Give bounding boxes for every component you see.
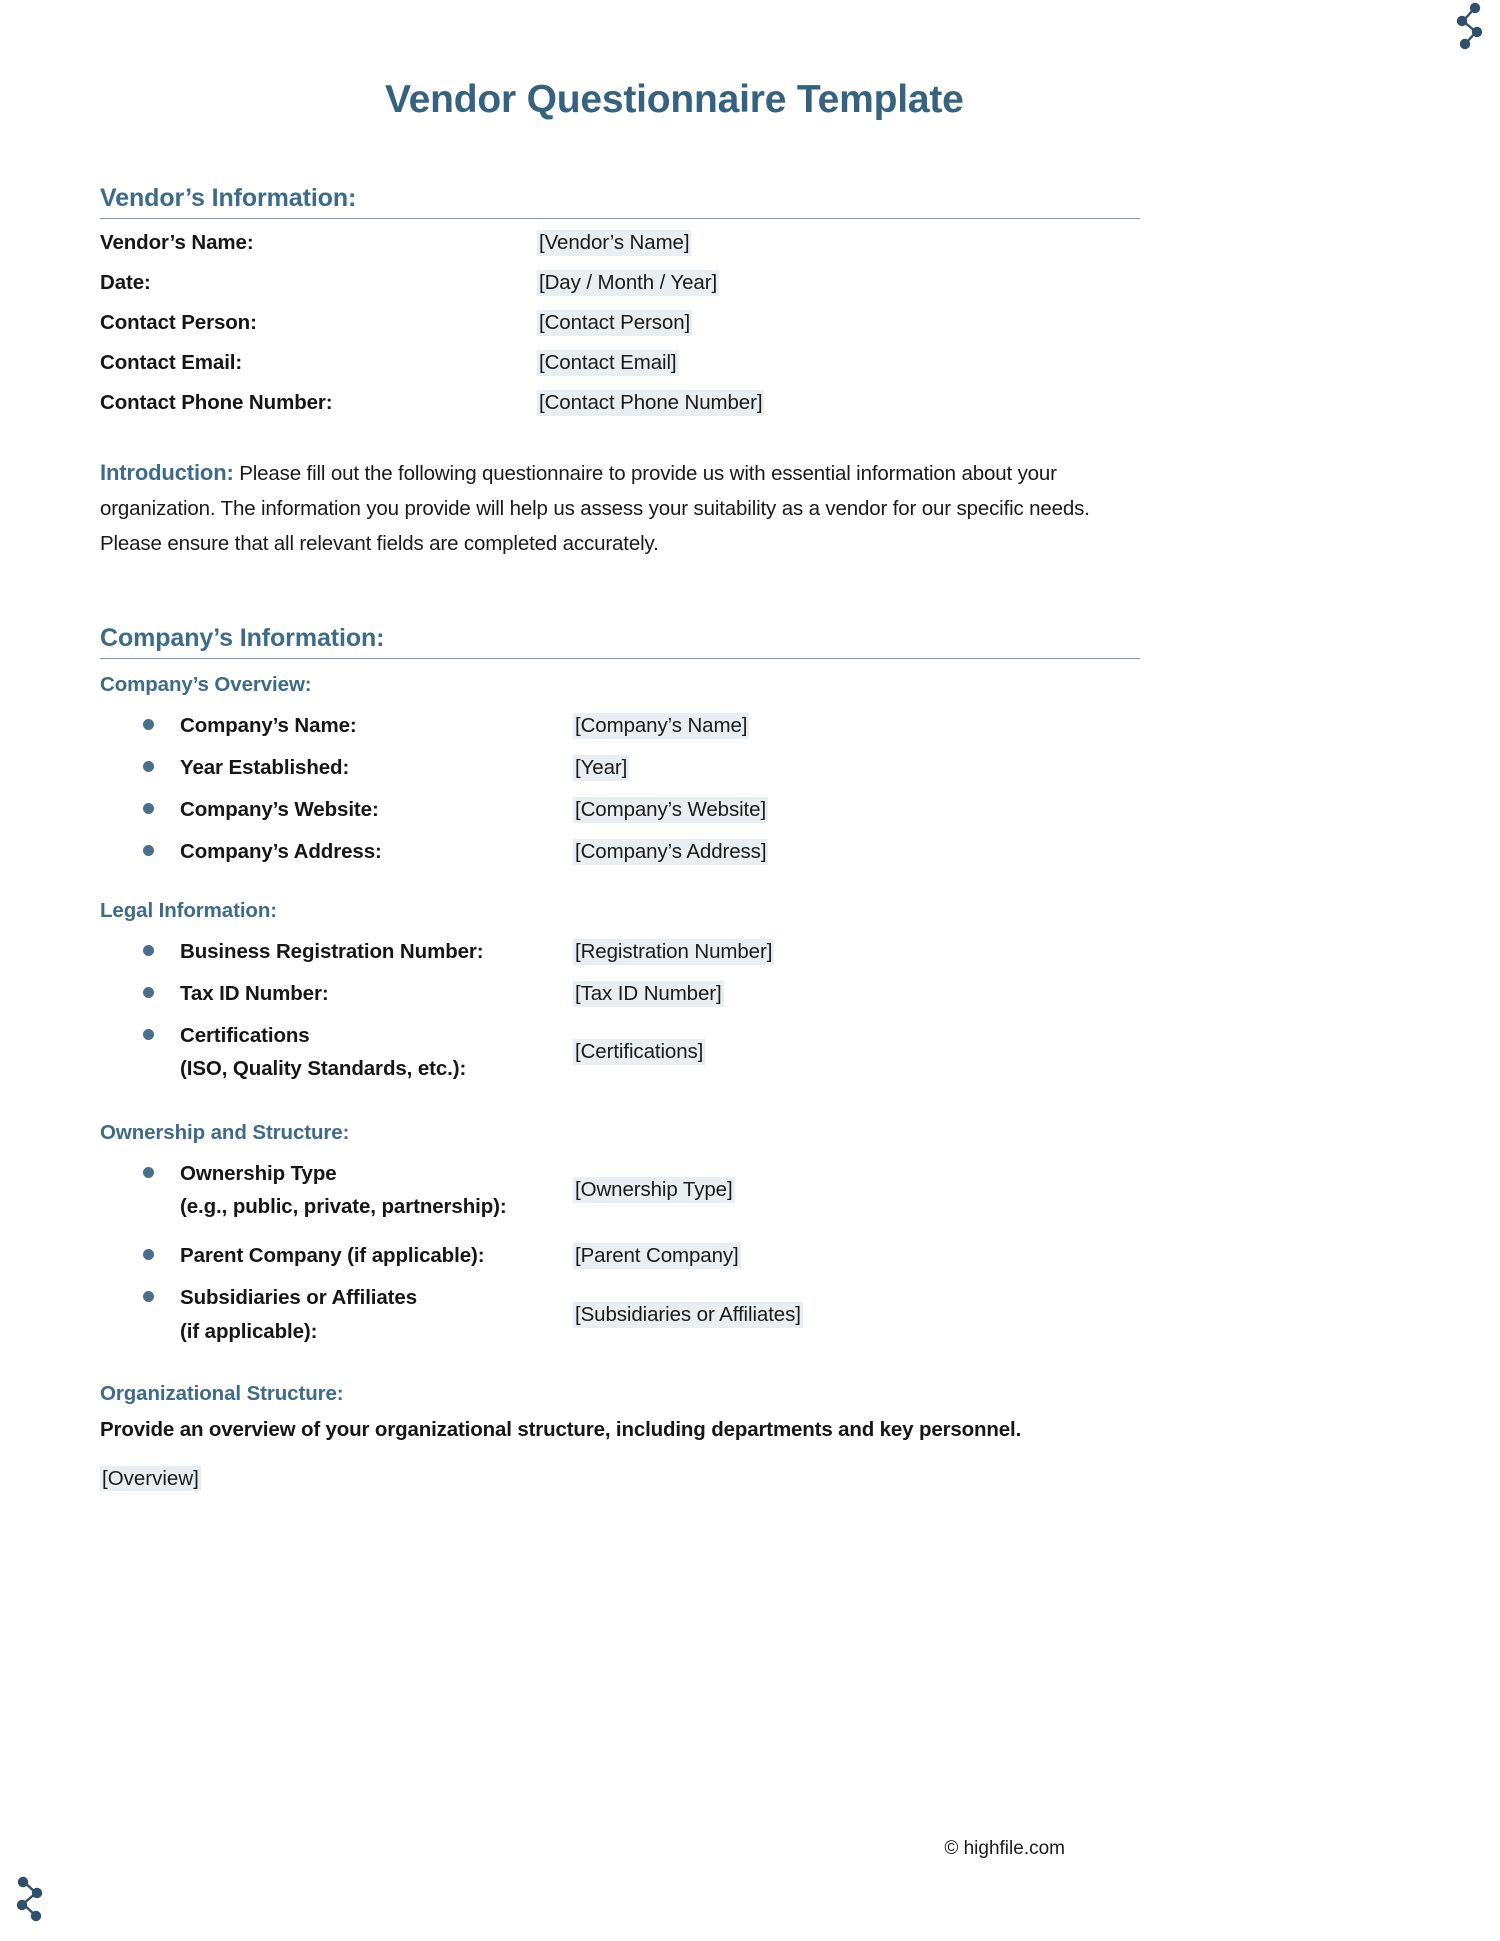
list-item-label: [180, 1281, 573, 1347]
subsection-title-ownership-structure: Ownership and Structure:: [100, 1120, 350, 1144]
list-item-label: Company’s Website:: [180, 797, 379, 821]
list-item-label: Company’s Name:: [180, 713, 357, 737]
list-item-value-wrap: [573, 709, 749, 743]
field-value-placeholder[interactable]: [Ownership Type]: [575, 1178, 733, 1202]
field-value-placeholder[interactable]: [Year]: [575, 755, 628, 779]
list-item-value-wrap: [573, 977, 724, 1011]
list-item-value-wrap: [573, 793, 768, 827]
list-item-label-line1: Certifications: [180, 1023, 310, 1047]
list-item-value-wrap: [573, 1281, 803, 1347]
field-label: Contact Person:: [100, 311, 257, 334]
bullet-icon: [143, 945, 154, 956]
field-label: Contact Phone Number:: [100, 391, 333, 414]
molecule-decoration-top-right: [1454, 2, 1488, 55]
list-item: [100, 1281, 1400, 1347]
bullet-icon: [143, 987, 154, 998]
list-item-value-wrap: [573, 835, 768, 869]
field-row-contact-phone: [100, 390, 1400, 416]
molecule-decoration-bottom-left: [14, 1876, 50, 1927]
list-item: [100, 1239, 1400, 1273]
ownership-structure-list: [100, 1157, 1400, 1348]
bullet-icon: [143, 803, 154, 814]
section-divider-vendor: [100, 218, 1140, 219]
list-item-value-wrap: [573, 1019, 705, 1085]
document-content: [100, 0, 1400, 1491]
list-item-value-wrap: [573, 935, 774, 969]
list-item-label-line2: (e.g., public, private, partnership):: [180, 1195, 507, 1219]
section-divider-company: [100, 658, 1140, 659]
field-value-placeholder[interactable]: [Company’s Name]: [575, 713, 748, 737]
field-value-placeholder[interactable]: [Vendor’s Name]: [539, 231, 690, 254]
list-item: [100, 935, 1400, 969]
list-item-value-wrap: [573, 1157, 735, 1223]
vendor-fields-list: [100, 230, 1400, 416]
organizational-structure-value-row: [100, 1467, 1400, 1491]
bullet-icon: [143, 845, 154, 856]
subsection-title-legal-information: Legal Information:: [100, 898, 278, 922]
field-value-placeholder[interactable]: [Contact Person]: [539, 311, 691, 334]
field-value-placeholder[interactable]: [Subsidiaries or Affiliates]: [575, 1302, 801, 1326]
field-value-placeholder[interactable]: [Contact Phone Number]: [539, 391, 763, 414]
list-item-label-line2: (if applicable):: [180, 1319, 318, 1343]
subsection-title-organizational-structure: Organizational Structure:: [100, 1381, 344, 1405]
list-item-value-wrap: [573, 1239, 741, 1273]
bullet-icon: [143, 1029, 154, 1040]
list-item: [100, 1157, 1400, 1223]
field-label: Vendor’s Name:: [100, 231, 254, 254]
field-row-contact-email: [100, 350, 1400, 376]
section-title-company-information: Company’s Information:: [100, 623, 385, 652]
field-row-contact-person: [100, 310, 1400, 336]
list-item-label: [180, 1157, 573, 1223]
field-row-date: [100, 270, 1400, 296]
field-value-placeholder[interactable]: [Company’s Website]: [575, 797, 767, 821]
bullet-icon: [143, 1249, 154, 1260]
footer-copyright: © highfile.com: [944, 1838, 1065, 1859]
field-value-placeholder[interactable]: [Certifications]: [575, 1039, 704, 1063]
list-item-label: Parent Company (if applicable):: [180, 1244, 485, 1268]
field-value-placeholder[interactable]: [Parent Company]: [575, 1244, 739, 1268]
legal-information-list: [100, 935, 1400, 1085]
list-item: [100, 709, 1400, 743]
field-label: Date:: [100, 271, 151, 294]
list-item-label: [180, 1019, 573, 1085]
company-overview-list: [100, 709, 1400, 869]
bullet-icon: [143, 761, 154, 772]
introduction-text: Please fill out the following questionnaire to provide us with essential information about your organization. The information you provide will help us assess your suitability as a vendor for our specific needs. Please ensure that all relevant fields are completed accurately.: [100, 462, 1090, 555]
field-value-placeholder[interactable]: [Registration Number]: [575, 939, 773, 963]
bullet-icon: [143, 719, 154, 730]
field-value-placeholder[interactable]: [Company’s Address]: [575, 839, 767, 863]
list-item-label: Year Established:: [180, 755, 350, 779]
bullet-icon: [143, 1167, 154, 1178]
section-title-vendor-information: Vendor’s Information:: [100, 184, 357, 212]
organizational-structure-prompt: Provide an overview of your organizational structure, including departments and key personnel.: [100, 1417, 1022, 1441]
subsection-title-company-overview: Company’s Overview:: [100, 672, 312, 696]
field-value-placeholder[interactable]: [Tax ID Number]: [575, 981, 722, 1005]
introduction-paragraph: [100, 454, 1125, 562]
field-value-placeholder[interactable]: [Contact Email]: [539, 351, 677, 374]
list-item: [100, 977, 1400, 1011]
list-item-label: Business Registration Number:: [180, 939, 484, 963]
field-label: Contact Email:: [100, 351, 243, 374]
list-item-label-line1: Subsidiaries or Affiliates: [180, 1286, 418, 1310]
field-value-placeholder[interactable]: [Day / Month / Year]: [539, 271, 718, 294]
page-title: Vendor Questionnaire Template: [385, 78, 964, 121]
list-item-label: Tax ID Number:: [180, 981, 329, 1005]
bullet-icon: [143, 1291, 154, 1302]
list-item: [100, 835, 1400, 869]
field-row-vendor-name: [100, 230, 1400, 256]
list-item-label-line1: Ownership Type: [180, 1161, 337, 1185]
list-item-value-wrap: [573, 751, 629, 785]
introduction-label: Introduction:: [100, 460, 234, 485]
list-item: [100, 793, 1400, 827]
field-value-placeholder[interactable]: [Overview]: [102, 1466, 199, 1490]
list-item-label: Company’s Address:: [180, 839, 382, 863]
list-item: [100, 751, 1400, 785]
list-item: [100, 1019, 1400, 1085]
list-item-label-line2: (ISO, Quality Standards, etc.):: [180, 1056, 467, 1080]
